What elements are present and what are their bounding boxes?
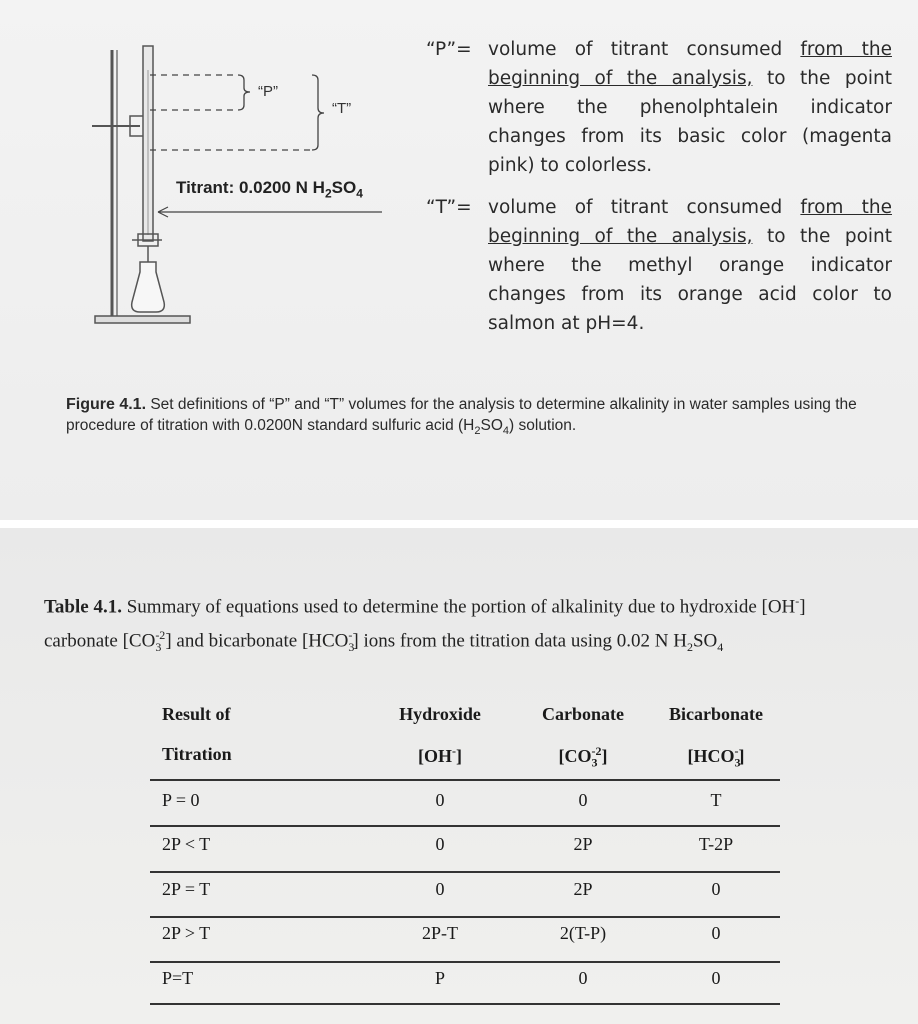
p-definition-key: “P”= [426, 39, 472, 60]
table-cell-carbonate: 2P [573, 834, 593, 854]
table-cell-hydroxide: 2P-T [422, 923, 458, 943]
p-definition-text: volume of titrant consumed from the beginning of the analysis, to the point where the phenolphtalein indicator changes from its basic color (magenta pink) to colorless. [488, 39, 893, 176]
table-cell-hydroxide: 0 [435, 834, 445, 854]
table-rule [150, 779, 780, 781]
table-cell-bicarbonate: 0 [711, 923, 721, 943]
table-cell-bicarbonate: 0 [711, 879, 721, 899]
table-cell-hydroxide: 0 [435, 790, 445, 810]
t-bracket-label: “T” [332, 100, 352, 117]
header-carbonate-line1: Carbonate [542, 704, 624, 724]
table-cell-result: P = 0 [162, 790, 200, 810]
header-hydroxide-line2: [OH-] [418, 744, 462, 766]
header-bicarbonate-line1: Bicarbonate [669, 704, 763, 724]
page-divider [0, 520, 918, 528]
table-rule [150, 961, 780, 963]
titrant-label: Titrant: 0.0200 N $H_2SO_4$ [176, 178, 363, 201]
table-rule [150, 825, 780, 827]
table-rule [150, 871, 780, 873]
table-cell-bicarbonate: T-2P [698, 834, 734, 854]
table-cell-carbonate: 0 [578, 790, 588, 810]
table-cell-carbonate: 2(T-P) [559, 923, 607, 943]
header-bicarbonate-line2: $[HCO_3^-]$ [687, 744, 745, 770]
t-definition-key: “T”= [426, 197, 472, 218]
table-cell-carbonate: 0 [578, 968, 588, 988]
stand-base [95, 316, 190, 323]
table-cell-result: P=T [162, 968, 194, 988]
table-rule [150, 1003, 780, 1005]
header-hydroxide-line1: Hydroxide [399, 704, 481, 724]
table-caption: Table 4.1. Summary of equations used to determine the portion of alkalinity due to hydroxide [OH-] carbonate $[CO_3^{-2}]$ and bicarbonate $[HCO_3^-]$ ions from the titration data using 0.02 N $H_2SO_4$ [44, 594, 806, 655]
erlenmeyer-flask [132, 262, 165, 312]
header-result-line2: Titration [162, 744, 232, 764]
figure-caption-label: Figure 4.1. [66, 396, 147, 413]
table-cell-result: 2P = T [162, 879, 211, 899]
header-result-line1: Result of [162, 704, 231, 724]
table-cell-carbonate: 2P [573, 879, 593, 899]
p-bracket-label: “P” [258, 83, 278, 100]
table-cell-result: 2P < T [162, 834, 211, 854]
table-cell-bicarbonate: T [710, 790, 722, 810]
t-definition-text: volume of titrant consumed from the beginning of the analysis, to the point where the methyl orange indicator changes from its orange acid color to salmon at pH=4. [488, 197, 893, 334]
table-cell-result: 2P > T [162, 923, 211, 943]
figure-caption: Figure 4.1. Set definitions of “P” and “T” volumes for the analysis to determine alkalinity in water samples using the procedure of titration with 0.0200N standard sulfuric acid $(H_2SO_4)$ solution. [66, 396, 857, 438]
t-definition [426, 193, 892, 338]
p-definition [426, 35, 892, 180]
header-carbonate-line2: $[CO_3^{-2}]$ [558, 744, 608, 770]
table-cell-hydroxide: 0 [435, 879, 445, 899]
titration-apparatus-drawing [0, 0, 420, 340]
table-rule [150, 916, 780, 918]
table-caption-label: Table 4.1. [44, 596, 122, 618]
table-cell-hydroxide: P [434, 968, 446, 988]
table-cell-bicarbonate: 0 [711, 968, 721, 988]
